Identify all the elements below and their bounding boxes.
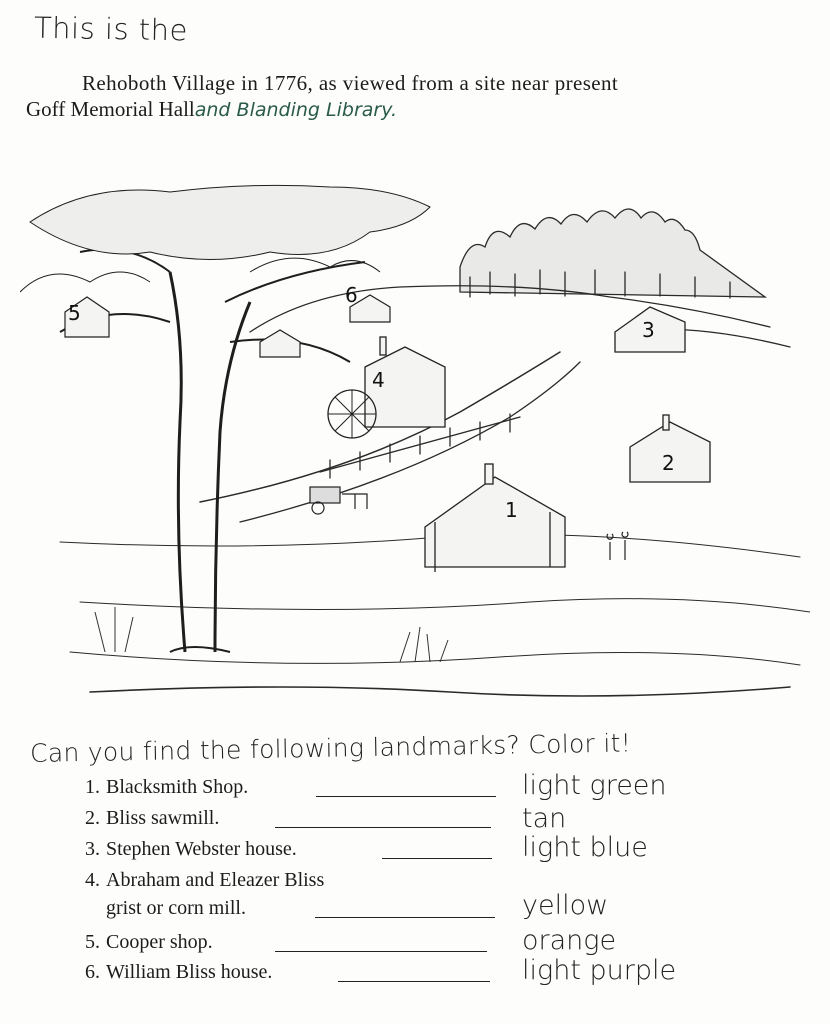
handwritten-addition: and Blanding Library. — [194, 99, 398, 121]
marker-2: 2 — [662, 451, 675, 475]
caption — [26, 70, 826, 123]
item-name: William Bliss house. — [106, 961, 273, 983]
handwritten-heading: This is the — [33, 10, 189, 48]
list-item — [70, 869, 770, 925]
answer-blank[interactable] — [275, 951, 487, 952]
item-number: 3. — [85, 838, 100, 860]
marker-5: 5 — [68, 301, 81, 325]
color-answer: light purple — [522, 955, 677, 986]
caption-print: Goff Memorial Hall — [26, 97, 195, 121]
item-name: Blacksmith Shop. — [106, 776, 249, 798]
answer-blank[interactable] — [275, 827, 491, 828]
list-item — [70, 955, 770, 991]
building-blacksmith-shop — [425, 464, 565, 572]
item-number: 1. — [85, 776, 100, 798]
caption-line-1: Rehoboth Village in 1776, as viewed from a site near present — [82, 71, 619, 95]
color-answer: yellow — [522, 890, 609, 921]
marker-6: 6 — [345, 283, 358, 307]
building-grist-mill — [328, 337, 445, 438]
answer-blank[interactable] — [315, 917, 495, 918]
answer-blank[interactable] — [382, 858, 492, 859]
color-answer: light blue — [522, 832, 648, 863]
question-handwritten: Can you find the following landmarks? Color it! — [29, 728, 632, 768]
item-name-line-2: grist or corn mill. — [106, 897, 246, 919]
village-illustration — [20, 182, 810, 727]
item-number: 6. — [85, 961, 100, 983]
item-number: 5. — [85, 931, 100, 953]
color-answer: light green — [522, 770, 667, 801]
horse-cart — [310, 487, 367, 514]
item-name: Cooper shop. — [106, 931, 213, 953]
marker-1: 1 — [505, 498, 518, 522]
list-item — [70, 832, 770, 868]
marker-3: 3 — [642, 318, 655, 342]
answer-blank[interactable] — [316, 796, 496, 797]
color-answer: tan — [522, 803, 567, 834]
item-name: Bliss sawmill. — [106, 807, 220, 829]
marker-4: 4 — [372, 368, 385, 392]
figures — [607, 532, 628, 560]
caption-line-2 — [26, 96, 826, 123]
item-name: Stephen Webster house. — [106, 838, 297, 860]
item-name: Abraham and Eleazer Bliss — [106, 869, 325, 891]
item-number: 4. — [85, 869, 100, 891]
item-number: 2. — [85, 807, 100, 829]
color-answer: orange — [522, 925, 617, 956]
building-william-bliss-house — [260, 295, 390, 357]
distant-treeline — [460, 209, 765, 297]
list-item — [70, 803, 770, 837]
list-item — [70, 770, 770, 806]
answer-blank[interactable] — [338, 981, 490, 982]
